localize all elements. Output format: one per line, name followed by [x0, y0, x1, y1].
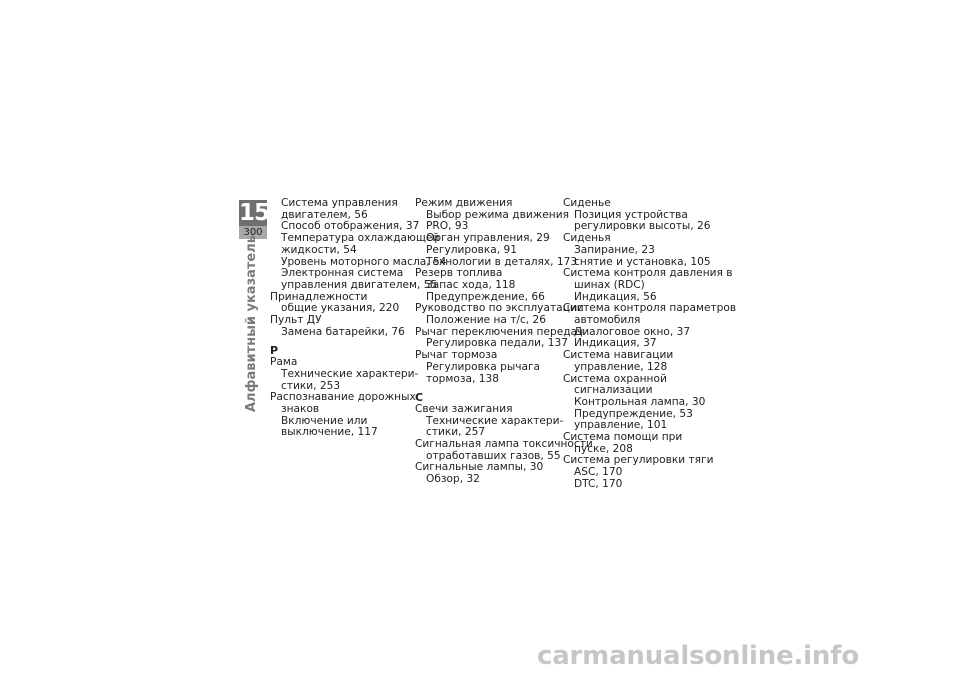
index-subentry: Замена батарейки, 76: [281, 325, 405, 338]
index-letter-heading: Р: [270, 344, 279, 358]
index-subentry: шинах (RDC): [574, 278, 645, 291]
index-subentry: Технические характери-: [426, 414, 564, 427]
index-entry: Режим движения: [415, 197, 513, 209]
index-entry: Руководство по эксплуатации: [415, 302, 584, 315]
index-subentry: Диалоговое окно, 37: [574, 325, 691, 338]
index-entry: Система помощи при: [563, 431, 683, 444]
index-subentry: Включение или: [281, 414, 368, 427]
index-letter-heading: С: [415, 391, 424, 405]
index-subentry: управления двигателем, 55: [281, 278, 438, 291]
index-subentry: общие указания, 220: [281, 302, 400, 315]
index-entry: Резерв топлива: [415, 267, 503, 280]
index-entry: Система охранной: [563, 372, 667, 385]
index-subentry: Контрольная лампа, 30: [574, 395, 706, 408]
index-subentry: двигателем, 56: [281, 208, 368, 221]
index-subentry: Предупреждение, 53: [574, 407, 693, 420]
index-subentry: Уровень моторного масла, 54: [281, 255, 447, 268]
index-subentry: Температура охлаждающей: [281, 232, 440, 245]
index-entry: Рычаг переключения передач: [415, 325, 584, 338]
index-column-3: [563, 197, 737, 491]
index-subentry: управление, 101: [574, 419, 668, 432]
index-subentry: Орган управления, 29: [426, 232, 550, 245]
index-subentry: выключение, 117: [281, 426, 378, 439]
index-entry: Свечи зажигания: [415, 402, 513, 415]
index-subentry: Предупреждение, 66: [426, 290, 545, 303]
index-subentry: знаков: [281, 402, 320, 415]
index-subentry: стики, 253: [281, 379, 341, 392]
index-subentry: PRO, 93: [426, 220, 469, 233]
index-subentry: Выбор режима движения: [426, 208, 569, 221]
index-subentry: жидкости, 54: [281, 243, 357, 256]
index-entry: Рычаг тормоза: [415, 349, 498, 362]
index-subentry: Технологии в деталях, 173: [426, 255, 578, 268]
index-entry: Рама: [270, 356, 298, 369]
index-subentry: отработавших газов, 55: [426, 449, 561, 462]
chapter-number: 15: [239, 200, 270, 226]
index-column-1: [270, 197, 447, 439]
index-entry: Распознавание дорожных: [270, 391, 416, 404]
section-gap: [270, 338, 414, 345]
index-subentry: Положение на т/с, 26: [426, 314, 547, 327]
index-subentry: пуске, 208: [574, 442, 633, 455]
index-entry: Система контроля параметров: [563, 302, 737, 315]
index-entry: Сигнальная лампа токсичности: [415, 438, 593, 451]
index-subentry: снятие и установка, 105: [574, 255, 711, 268]
index-entry: Пульт ДУ: [270, 314, 322, 327]
index-subentry: регулировки высоты, 26: [574, 220, 711, 233]
index-subentry: управление, 128: [574, 360, 668, 373]
index-entry: Сиденье: [563, 197, 611, 209]
index-subentry: Технические характери-: [281, 367, 419, 380]
index-subentry: Регулировка рычага: [426, 360, 541, 373]
index-entry: Принадлежности: [270, 290, 368, 303]
watermark: carmanualsonline.info: [537, 641, 859, 671]
section-gap: [415, 385, 559, 392]
index-subentry: Позиция устройства: [574, 208, 688, 221]
index-subentry: Способ отображения, 37: [281, 220, 420, 233]
index-subentry: Обзор, 32: [426, 473, 480, 486]
index-subentry: Электронная система: [281, 267, 404, 280]
index-subentry: Запас хода, 118: [426, 278, 516, 291]
chapter-tab: [239, 200, 270, 239]
index-subentry: Регулировка педали, 137: [426, 337, 568, 350]
index-subentry: сигнализации: [574, 384, 653, 397]
index-entry: Система контроля давления в: [563, 267, 733, 280]
page-number: 300: [239, 226, 267, 239]
index-entry: Сиденья: [563, 232, 611, 245]
index-subentry: Индикация, 37: [574, 337, 657, 350]
index-subentry: автомобиля: [574, 314, 641, 327]
index-entry: Система навигации: [563, 349, 674, 362]
index-subentry: Индикация, 56: [574, 290, 657, 303]
index-subentry: Запирание, 23: [574, 243, 655, 256]
index-subentry: ASC, 170: [574, 466, 623, 479]
index-subentry: DTC, 170: [574, 477, 623, 490]
index-subentry: Система управления: [281, 197, 398, 209]
section-title: Алфавитный указатель: [244, 235, 259, 412]
index-entry: Сигнальные лампы, 30: [415, 461, 544, 474]
index-entry: Система регулировки тяги: [563, 454, 714, 467]
index-subentry: Регулировка, 91: [426, 243, 517, 256]
index-subentry: тормоза, 138: [426, 372, 499, 385]
index-subentry: стики, 257: [426, 426, 486, 439]
